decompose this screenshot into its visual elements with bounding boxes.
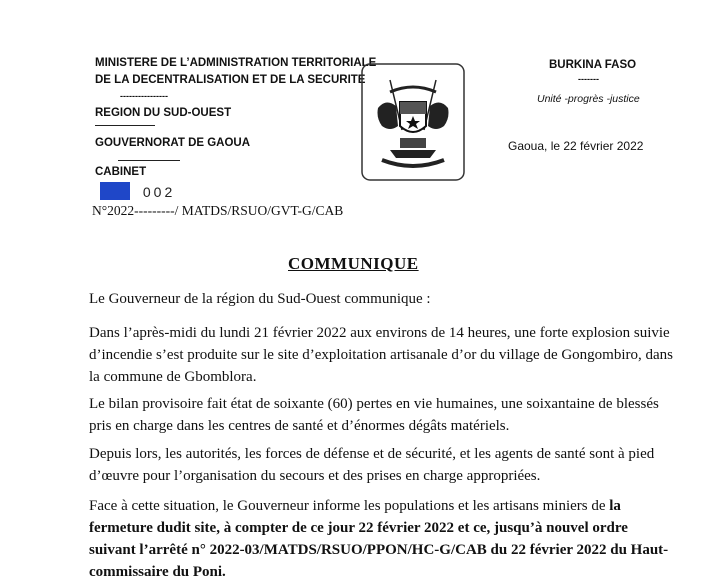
divider-line: [118, 160, 180, 161]
paragraph-intro: Le Gouverneur de la région du Sud-Ouest communique :: [89, 291, 431, 307]
stamp-ink-mark: [100, 182, 130, 200]
paragraph-line: pris en charge dans les centres de santé et d’énormes dégâts matériels.: [89, 418, 510, 434]
country-name: BURKINA FASO: [549, 59, 637, 71]
stamp-number: 002: [142, 184, 176, 200]
gouvernorat-name: GOUVERNORAT DE GAOUA: [95, 137, 251, 149]
paragraph-line-bold: commissaire du Poni.: [89, 564, 226, 580]
paragraph-explosion: [89, 322, 673, 388]
cabinet-label: CABINET: [95, 166, 147, 178]
date-line: [508, 139, 643, 153]
divider-line: [95, 125, 155, 126]
paragraph-line: Depuis lors, les autorités, les forces de défense et de sécurité, et les agents de santé sont à pied: [89, 446, 655, 462]
paragraph-line: [89, 495, 668, 517]
closure-bold-text: la: [609, 498, 621, 514]
paragraph-casualties: [89, 393, 659, 437]
registration-stamp: [100, 182, 175, 200]
coat-of-arms-icon: [360, 62, 466, 182]
closure-text: Face à cette situation, le Gouverneur informe les populations et les artisans miniers de: [89, 498, 610, 514]
header-right-dashes: -------: [578, 74, 599, 84]
document-title: COMMUNIQUE: [288, 254, 419, 273]
paragraph-line-bold: fermeture dudit site, à compter de ce jour 22 février 2022 et ce, jusqu’à nouvel ordre: [89, 520, 628, 536]
paragraph-line-bold: suivant l’arrêté n° 2022-03/MATDS/RSUO/PPON/HC-G/CAB du 22 février 2022 du Haut-: [89, 542, 669, 558]
paragraph-line: Le bilan provisoire fait état de soixante (60) pertes en vie humaines, une soixantaine de blessés: [89, 396, 659, 412]
paragraph-closure: [89, 495, 668, 583]
header-left-dashes: ----------------: [120, 91, 168, 101]
paragraph-line: Dans l’après-midi du lundi 21 février 2022 aux environs de 14 heures, une forte explosion suivie: [89, 325, 670, 341]
ministry-line-2: DE LA DECENTRALISATION ET DE LA SECURITE: [95, 74, 366, 86]
coat-of-arms-emblem: [360, 62, 466, 182]
region-name: REGION DU SUD-OUEST: [95, 107, 232, 119]
paragraph-response: [89, 443, 654, 487]
reference-number: N°2022---------/ MATDS/RSUO/GVT-G/CAB: [92, 203, 344, 218]
date-value: , le 22 février 2022: [544, 139, 644, 153]
date-place: Gaoua: [508, 139, 545, 153]
paragraph-line: la commune de Gbomblora.: [89, 369, 257, 385]
paragraph-line: d’incendie s’est produite sur le site d’exploitation artisanale d’or du village de Gongombiro, dans: [89, 347, 674, 363]
ministry-line-1: MINISTERE DE L’ADMINISTRATION TERRITORIALE: [95, 57, 377, 69]
paragraph-line: d’œuvre pour l’organisation du secours et des prises en charge appropriées.: [89, 468, 541, 484]
national-motto: Unité -progrès -justice: [537, 93, 640, 105]
